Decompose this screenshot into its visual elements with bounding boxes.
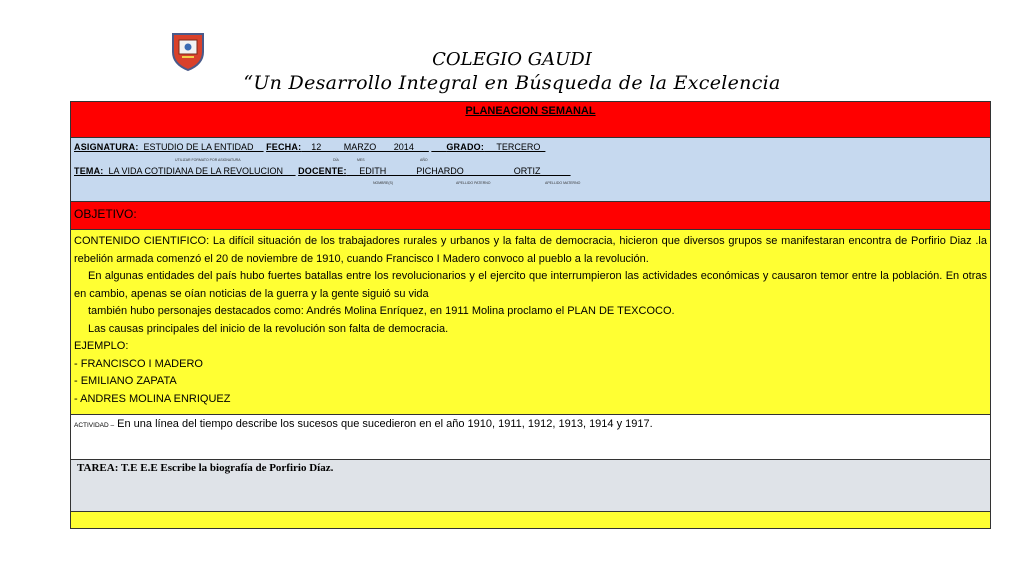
hint-maternal: APELLIDO MATERNO xyxy=(545,181,581,185)
hint-paternal: APELLIDO PATERNO xyxy=(456,181,491,185)
grade-label: GRADO: xyxy=(446,142,485,152)
example-item: - EMILIANO ZAPATA xyxy=(74,375,177,387)
topic-label: TEMA: xyxy=(74,166,104,176)
topic-value: LA VIDA COTIDIANA DE LA REVOLUCION xyxy=(103,166,296,176)
blank-row xyxy=(71,512,990,528)
teacher-value: EDITH PICHARDO ORTIZ xyxy=(346,166,571,176)
hint-month: MES xyxy=(357,158,365,162)
date-value: 12 MARZO 2014 xyxy=(301,142,429,152)
school-motto: “Un Desarrollo Integral en Búsqueda de la Excelencia xyxy=(243,72,781,94)
topic-teacher-line xyxy=(74,166,571,176)
activity-label: ACTIVIDAD – xyxy=(74,422,115,429)
content-paragraph-3: también hubo personajes destacados como: Andrés Molina Enríquez, en 1911 Molina proclamo el PLAN DE TEXCOCO. xyxy=(88,305,675,317)
subject-label: ASIGNATURA: xyxy=(74,142,139,152)
hint-day: DÍA xyxy=(333,158,339,162)
date-label: FECHA: xyxy=(266,142,302,152)
activity-row xyxy=(71,415,990,460)
example-item: - FRANCISCO I MADERO xyxy=(74,357,203,370)
hint-year: AÑO xyxy=(420,158,428,162)
subject-date-grade-line xyxy=(74,142,545,152)
content-paragraph-2: En algunas entidades del país hubo fuertes batallas entre los revolucionarios y el ejercito que interrumpieron las actividades económicas y causaron temor entre la población. En otras en cambio, apenas se oían noticias de la guerra y la gente siguió su vida xyxy=(74,270,987,300)
task-text: TAREA: T.E E.E Escribe la biografía de Porfirio Díaz. xyxy=(77,462,334,474)
weekly-plan-table xyxy=(70,101,991,529)
plan-title: PLANEACION SEMANAL xyxy=(465,105,596,117)
plan-title-row xyxy=(71,102,990,138)
plan-meta-row xyxy=(71,138,990,202)
school-name: COLEGIO GAUDI xyxy=(432,49,592,70)
objective-row xyxy=(71,202,990,230)
teacher-label: DOCENTE: xyxy=(298,166,347,176)
subject-value: ESTUDIO DE LA ENTIDAD xyxy=(138,142,264,152)
activity-text: En una línea del tiempo describe los sucesos que sucedieron en el año 1910, 1911, 1912, 1913, 1914 y 1917. xyxy=(117,418,653,430)
hint-name: NOMBRE(S) xyxy=(373,181,394,185)
content-paragraph-4: Las causas principales del inicio de la revolución son falta de democracia. xyxy=(88,322,449,335)
content-paragraph-1: CONTENIDO CIENTIFICO: La difícil situación de los trabajadores rurales y urbanos y la falta de democracia, hicieron que diversos grupos se manifestaran encontra de Porfirio Diaz .la rebelión armada comenzó el 20 de noviembre de 1910, cuando Francisco I Madero convoco al pueblo a la revolución. xyxy=(74,235,987,265)
date-grade-gap xyxy=(431,142,446,152)
hint-subject: UTILIZAR FORMATO POR ASIGNATURA xyxy=(175,158,241,162)
example-item: - ANDRES MOLINA ENRIQUEZ xyxy=(74,392,231,405)
content-row xyxy=(71,230,990,415)
task-row xyxy=(71,460,990,512)
grade-value: TERCERO xyxy=(484,142,546,152)
objective-label: OBJETIVO: xyxy=(74,207,137,221)
example-label: EJEMPLO: xyxy=(74,340,129,352)
